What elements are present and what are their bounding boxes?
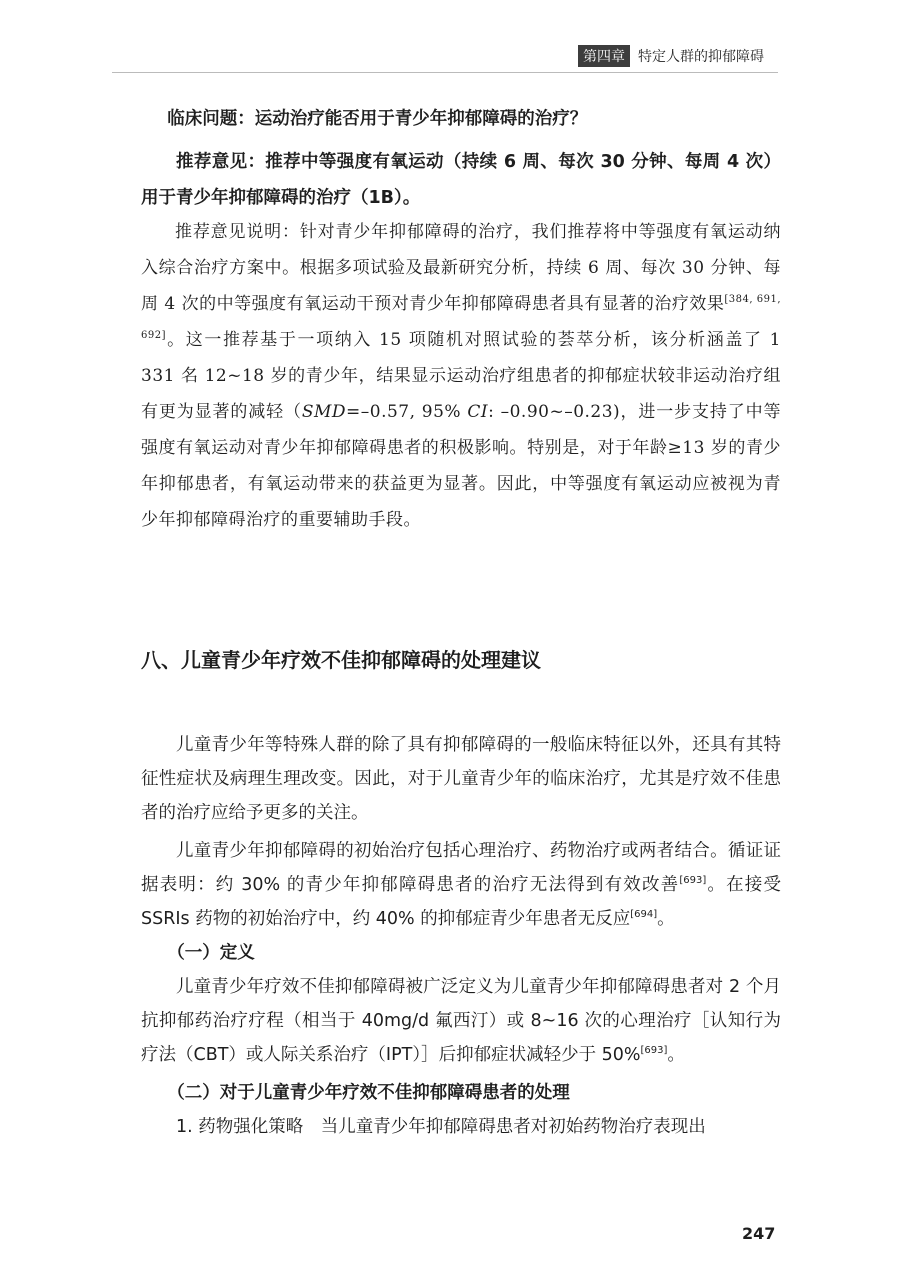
page-number: 247 (742, 1224, 776, 1243)
explanation-part1: 推荐意见说明：针对青少年抑郁障碍的治疗，我们推荐将中等强度有氧运动纳入综合治疗方案中。根据多项试验及最新研究分析，持续 6 周、每次 30 分钟、每周 4 次的中等强度有氧运动干预对青少年抑郁障碍患者具有显著的治疗效果 (141, 222, 781, 314)
citation-ref: [384, 691, 692] (141, 294, 781, 341)
header-rule (112, 72, 778, 73)
section-paragraph-2 (141, 834, 781, 936)
section-paragraph-1: 儿童青少年等特殊人群的除了具有抑郁障碍的一般临床特征以外，还具有其特征性症状及病理生理改变。因此，对于儿童青少年的临床治疗，尤其是疗效不佳患者的治疗应给予更多的关注。 (141, 735, 781, 823)
definition-end: 。 (667, 1045, 685, 1065)
running-header (578, 44, 764, 68)
definition-text: 儿童青少年疗效不佳抑郁障碍被广泛定义为儿童青少年抑郁障碍患者对 2 个月抗抑郁药治疗疗程（相当于 40mg/d 氟西汀）或 8~16 次的心理治疗［认知行为疗法（CBT）或人际关系治疗（IPT）］后抑郁症状减轻少于 50% (141, 977, 781, 1065)
recommendation-text: 推荐意见：推荐中等强度有氧运动（持续 6 周、每次 30 分钟、每周 4 次）用于青少年抑郁障碍的治疗（1B）。 (141, 152, 781, 208)
recommendation-block (141, 144, 781, 216)
para2-b: 。在接受 SSRIs 药物的初始治疗中，约 40% 的抑郁症青少年患者无反应 (141, 875, 781, 929)
subsection-title-definition: （一）定义 (167, 943, 255, 963)
para2-c: 。 (657, 909, 675, 929)
explanation-part3: : –0.90~–0.23)，进一步支持了中等强度有氧运动对青少年抑郁障碍患者的积极影响。特别是，对于年龄≥13 岁的青少年抑郁患者，有氧运动带来的获益更为显著。因此，中等强度有氧运动应被视为青少年抑郁障碍治疗的重要辅助手段。 (141, 402, 782, 530)
definition-paragraph (141, 970, 781, 1072)
subsection-title-management: （二）对于儿童青少年疗效不佳抑郁障碍患者的处理 (167, 1083, 570, 1103)
para2-a: 儿童青少年抑郁障碍的初始治疗包括心理治疗、药物治疗或两者结合。循证证据表明：约 30% 的青少年抑郁障碍患者的治疗无法得到有效改善 (141, 841, 781, 895)
section-body (141, 728, 781, 1144)
section-title: 八、儿童青少年疗效不佳抑郁障碍的处理建议 (141, 648, 541, 672)
explanation-block (141, 214, 781, 538)
citation-ref: [693] (679, 875, 707, 886)
chapter-tag: 第四章 (578, 45, 630, 67)
smd-value: =–0.57, 95% (346, 402, 468, 422)
citation-ref: [693] (640, 1045, 668, 1056)
ci-label: CI (467, 402, 489, 422)
explanation-paragraph (141, 214, 781, 538)
smd-label: SMD (301, 402, 347, 422)
question-text: 临床问题：运动治疗能否用于青少年抑郁障碍的治疗？ (167, 109, 588, 129)
explanation-part2: 。这一推荐基于一项纳入 15 项随机对照试验的荟萃分析，该分析涵盖了 1 331 名 12~18 岁的青少年，结果显示运动治疗组患者的抑郁症状较非运动治疗组有更为显著的减轻（ (141, 330, 781, 422)
management-paragraph: 1. 药物强化策略 当儿童青少年抑郁障碍患者对初始药物治疗表现出 (176, 1117, 706, 1137)
clinical-question (141, 104, 781, 134)
header-title: 特定人群的抑郁障碍 (638, 49, 764, 65)
citation-ref: [694] (630, 909, 658, 920)
